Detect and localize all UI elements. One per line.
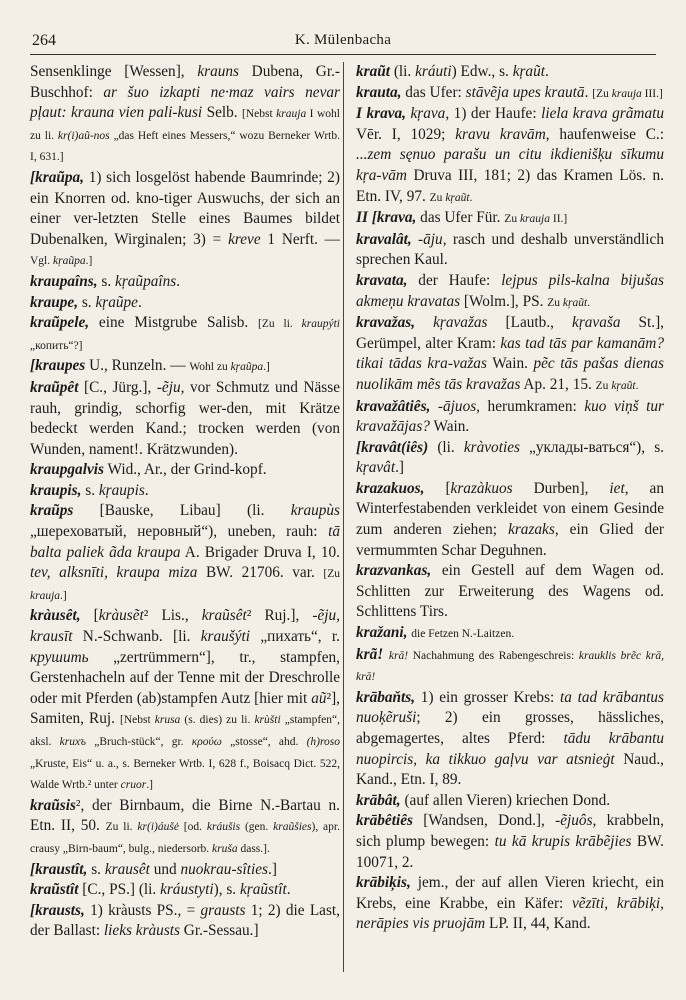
entry-text: BW. 10071, 2. (356, 832, 664, 871)
entry-text: [ (424, 479, 451, 497)
entry-text: kravu kravām (455, 125, 546, 143)
entry-text: kŗava (410, 105, 446, 123)
entry-text: , haufenweise C.: (545, 125, 664, 143)
entry-headword: [kravât(iês) (356, 438, 429, 456)
entry-text: das Ufer Für. (416, 209, 505, 227)
entry-text: Wain. (429, 418, 470, 436)
entry-headword: krauta, (356, 83, 402, 101)
entry-text: . (469, 191, 473, 204)
entry-text: „Kruste, Eis“ u. a., s. Berneker Wrtb. I, 628 f., Boisacq Dict. 522, Walde Wrtb.² unter (30, 757, 340, 792)
entry-text: kráuti (415, 63, 452, 80)
entry-text: krušа (212, 842, 238, 855)
entry-text: kr(i)aũ-nos (57, 129, 110, 142)
entry-text: stāvẽja upes krautā (465, 83, 585, 101)
dictionary-entry (356, 313, 664, 396)
entry-text: Druva III, 181; 2) das Kramen Lös. n. Etn. IV, 97. (356, 166, 664, 205)
dictionary-entry (30, 313, 340, 356)
entry-text: Zu (429, 191, 446, 204)
entry-text: [Zu (592, 87, 612, 100)
entry-text: ; 2) ein grosses, hässliches, abgemagertes, altes Pferd: (356, 709, 664, 747)
entry-text: krauja (519, 213, 550, 226)
entry-text: Zu (504, 213, 520, 226)
entry-headword: kravalât, (356, 230, 412, 248)
entry-text: ², der Birnbaum, die Birne N.-Bartau n. Etn. II, 50. (30, 796, 340, 835)
dictionary-entry (30, 860, 340, 881)
dictionary-entry (356, 688, 664, 791)
entry-text: [Nebst (119, 714, 155, 727)
entry-text: kraũsêt (201, 607, 247, 625)
entry-text: -ẽju, (312, 607, 340, 625)
entry-text: krauja (611, 87, 642, 100)
entry-text: Durben], (512, 479, 610, 497)
entry-text: s. (97, 272, 116, 290)
entry-text: cruor (120, 779, 147, 792)
entry-text: 1) sich losgelöst habende Baumrinde; 2) ein Knorren od. kno-tiger Auswuchs, der sich an einer ver-letzten Stelle eines Baumes bildet Dubenalken, Wirginalen; 3) = (30, 168, 340, 248)
entry-text: LP. II, 44, Kand. (485, 915, 591, 933)
entry-text: ein Gestell auf dem Wagen od. Schlitten zur Erweiterung des Wagens od. Schlittens Tirs. (356, 562, 664, 621)
entry-text: . (144, 481, 149, 499)
entry-text: [Zu li. (258, 318, 302, 331)
entry-text: .] (263, 361, 270, 374)
entry-text: jem., der auf allen Vieren kriecht, ein Krebs, eine Krabbe, ein Käfer: (356, 874, 664, 912)
entry-text: .] (60, 589, 67, 602)
dictionary-entry (30, 460, 340, 481)
entry-text: . (584, 83, 593, 101)
dictionary-entry (356, 104, 664, 208)
entry-text: Wohl zu (189, 361, 231, 374)
entry-headword: kraũt (356, 63, 391, 80)
entry-text: Gr.-Sessau.] (179, 922, 259, 940)
entry-text: tev, alksnīti, kraupa miza (30, 564, 198, 582)
entry-text: aũ (311, 689, 327, 707)
entry-text: U., Runzeln. — (85, 357, 190, 375)
entry-text: Vgl. (30, 255, 53, 268)
dictionary-entry (356, 208, 664, 230)
entry-text: 1; 2) die Last, der Ballast: (30, 901, 340, 940)
dictionary-entry (356, 479, 664, 561)
dictionary-entry (30, 293, 340, 314)
entry-text: „Bruch-stück“, gr. (86, 736, 192, 748)
entry-text: 1) kràusts PS., = (84, 901, 201, 919)
entry-text: , an Winterfestabenden verkleidet von einem Gesinde zum anderen ziehen; (356, 479, 664, 539)
entry-text (430, 398, 438, 415)
entry-text: s. (87, 860, 105, 878)
entry-text: kráušis (206, 821, 241, 834)
entry-text: ² Lis., (143, 607, 202, 625)
entry-text: tu kā krupis krābẽjies (494, 832, 632, 850)
entry-text: . (587, 296, 591, 309)
entry-text: „пихать“, r. (250, 628, 341, 646)
entry-headword: krã! (356, 645, 384, 663)
entry-headword: kraũstît (30, 881, 79, 899)
entry-text: [Nebst (242, 108, 277, 121)
entry-headword: [krausts, (30, 901, 85, 919)
entry-text: Zu (595, 379, 612, 392)
dictionary-entry (356, 791, 664, 812)
entry-text: κρούω (191, 736, 222, 748)
entry-text: kas tad tās par kamanām? tikai tādas kra-važas (356, 334, 664, 373)
entry-text: iet (609, 479, 625, 497)
entry-text: , 1) der Haufe: (445, 105, 542, 123)
entry-text: kŗavaša (572, 314, 621, 332)
entry-text: .] (85, 255, 93, 268)
entry-text: tādu krābantu nuopircis, ka tikkuo gaļvu var atsnieġt (356, 730, 664, 768)
entry-text: Wid., Ar., der Grind-kopf. (103, 461, 267, 479)
entry-headword: kraupgalvis (30, 461, 104, 479)
entry-text: Nachahmung des Rabengeschreis: (408, 649, 579, 662)
dictionary-entry (356, 561, 664, 623)
entry-text: Selb. (202, 104, 243, 122)
entry-text: kraũšies (273, 821, 312, 834)
entry-text: ), s. (213, 881, 240, 899)
entry-text: kŗaũpaîns (115, 272, 177, 290)
entry-text: kràvoties (463, 438, 520, 456)
entry-headword: kraupe, (30, 293, 79, 311)
column-divider (343, 62, 344, 972)
entry-headword: kraũpele, (30, 314, 90, 332)
entry-text: [ (80, 607, 99, 625)
entry-text: lejpus pils-kalna bijušas akmeņu kravatas (356, 271, 664, 310)
entry-text: vor Schmutz und Nässe rauh, grindig, schorfig wer-den, mit Krätze bedeckt werden Kand.; trocken werden (von Wunden, nament!. Krätzwunden). (30, 378, 340, 458)
entry-text: kràusẽt (98, 607, 144, 625)
entry-text: . (544, 63, 549, 80)
entry-text: St.], Gerümpel, alter Kram: (356, 314, 665, 352)
entry-text: (li. (428, 438, 464, 456)
entry-text: (auf allen Vieren) kriechen Dond. (400, 791, 611, 809)
entry-text: liela krava grãmatu (541, 105, 664, 123)
entry-text: kreve (228, 230, 261, 248)
entry-headword: kravažas, (356, 314, 416, 332)
dictionary-entry (30, 168, 340, 272)
entry-text: „stampfen“, aksl. (30, 714, 340, 748)
entry-text: s. (81, 481, 99, 499)
entry-text: krùšti (254, 714, 281, 727)
entry-text: ar šuo izkapti ne·maz vairs nevar pļaut: krauna vien pali-kusi (30, 83, 340, 122)
entry-text: kraušýti (200, 628, 251, 646)
dictionary-entry (30, 272, 340, 293)
entry-text: -ẽju, (156, 378, 185, 396)
entry-text: „уклады-ваться“), s. (519, 438, 664, 456)
entry-text: „das Heft eines Messers,“ wozu Berneker Wrtb. I, 631.] (30, 129, 340, 164)
dictionary-entry (30, 62, 340, 168)
entry-headword: [kraũpa, (30, 168, 84, 186)
entry-headword: kràusêt, (30, 607, 81, 625)
entry-text: kŗaũstît (239, 881, 287, 899)
entry-text: N.-Schwanb. [li. (72, 628, 201, 646)
entry-text: krabbeln, sich plump bewegen: (356, 812, 664, 850)
entry-text: kŗavažas (433, 314, 488, 332)
entry-text: [Lautb., (487, 314, 573, 332)
entry-text: крушить (30, 648, 89, 666)
entry-text: die Fetzen N.-Laitzen. (411, 628, 515, 641)
right-column (356, 62, 664, 935)
entry-headword: kravažâtiês, (356, 397, 431, 415)
entry-text: nuokrau-sîties (180, 860, 268, 878)
entry-text: kŗaupis (98, 481, 145, 499)
entry-text: dass.]. (237, 842, 270, 855)
entry-text: „stosse“, ahd. (221, 736, 307, 748)
entry-text: kraupýti (301, 318, 340, 331)
entry-text: und (149, 860, 181, 878)
dictionary-entry (356, 873, 664, 935)
entry-text: lieks kràusts (103, 922, 180, 940)
entry-headword: [kraustît, (30, 860, 88, 878)
entry-text: Ap. 21, 15. (520, 375, 596, 393)
page-header (30, 30, 656, 55)
entry-text: krauns (197, 63, 239, 80)
entry-text: [C., Jürg.], (78, 378, 157, 396)
entry-text: ta tad krābantus nuoķẽruši (356, 688, 665, 727)
entry-text: krauja (30, 589, 61, 602)
entry-text: „шереховатый, неровный“), uneben, rauh: (30, 523, 329, 541)
entry-text: kŗaũt (611, 379, 636, 392)
entry-text: vẽzīti, krābiķi, nerāpies vis pruojām (356, 894, 664, 933)
entry-text: II.] (549, 213, 568, 226)
entry-text: Sensenklinge [Wessen], (30, 63, 198, 80)
dictionary-entry (356, 645, 664, 688)
entry-text: herumkramen: (480, 397, 585, 415)
entry-text: tā balta paliek ãda kraupa (30, 523, 340, 561)
dictionary-entry (356, 623, 664, 645)
entry-text: eine Mistgrube Salisb. (89, 314, 259, 332)
left-column (30, 62, 340, 942)
dictionary-entry (30, 356, 340, 378)
entry-text: „копить“?] (30, 339, 83, 352)
entry-text: kráustyti (160, 881, 214, 899)
entry-text: -ẽjuôs, (555, 812, 597, 830)
entry-text: [Bauske, Libau] (li. (73, 502, 291, 520)
entry-text: -ājuos, (437, 397, 480, 415)
entry-headword: I krava, (356, 105, 406, 123)
dictionary-entry (30, 901, 340, 942)
entry-text: kŗaũt (445, 191, 470, 204)
entry-text: [C., PS.] (li. (78, 881, 161, 899)
entry-text: I wohl zu li. (30, 108, 340, 142)
dictionary-entry (356, 811, 664, 873)
dictionary-entry (356, 62, 664, 83)
entry-text: ), apr. crausy „Birn-baum“, bulg., niedersorb. (30, 821, 340, 855)
entry-headword: kražani, (356, 624, 408, 642)
entry-headword: krābêtiês (356, 812, 413, 830)
entry-text: kŗaũt (562, 296, 588, 309)
entry-text: kŗaũpe (95, 293, 138, 311)
entry-text: (li. (390, 63, 416, 80)
entry-text: das Ufer: (401, 83, 466, 101)
entry-text: krausêt (104, 860, 150, 878)
entry-text: krauja (276, 108, 307, 121)
entry-text: kŗaũpa (230, 361, 264, 374)
entry-text: (s. dies) zu li. (180, 714, 255, 727)
entry-text: der Haufe: (407, 271, 502, 289)
dictionary-entry (30, 880, 340, 901)
entry-text: .] (268, 860, 277, 878)
entry-headword: kraupaîns, (30, 272, 98, 290)
entry-text: III.] (641, 87, 663, 100)
entry-text: Vēr. I, 1029; (356, 125, 456, 143)
entry-text: kŗavât (356, 459, 396, 477)
dictionary-entry (30, 606, 340, 795)
entry-text: ...zem sęnuo parašu un citu ikdienišķu sīkumu kŗa-vām (356, 146, 664, 184)
entry-text: . (137, 293, 142, 311)
entry-text: ) Edw., s. (451, 63, 513, 80)
entry-text: krā! (388, 649, 409, 662)
entry-headword: krazakuos, (356, 479, 425, 497)
entry-text: -āju, (418, 230, 447, 248)
entry-text: ²], Samiten, Ruj. (30, 689, 340, 728)
dictionary-entry (30, 378, 340, 460)
entry-text: .] (395, 459, 405, 477)
entry-headword: krābiķis, (356, 874, 411, 892)
entry-text: krazàkuos (450, 479, 513, 497)
entry-text: krauklis brẽc krā, krā! (356, 649, 664, 684)
entry-text: . (635, 379, 639, 392)
dictionary-entry (30, 501, 340, 606)
dictionary-entry (356, 397, 664, 438)
entry-text: Dubena, Gr.-Buschhof: (30, 63, 340, 101)
entry-text: BW. 21706. var. (197, 564, 324, 582)
entry-text: kruxъ (59, 736, 87, 748)
entry-headword: krābaňts, (356, 688, 416, 706)
dictionary-entry (356, 271, 664, 313)
entry-text: , ein Glied der vermummten Schar Deguhnen. (356, 521, 664, 559)
entry-text: .] (146, 779, 153, 792)
entry-headword: krazvankas, (356, 562, 432, 580)
entry-text: [od. (178, 821, 207, 834)
entry-text (415, 314, 433, 331)
entry-text: Wain. (486, 355, 534, 373)
running-head: K. Mülenbacha (294, 32, 392, 48)
entry-headword: kraũsis (30, 796, 76, 814)
entry-text: kŗaũt (512, 63, 545, 80)
entry-text: [Wolm.], PS. (460, 292, 548, 310)
entry-text: ² Ruj.], (246, 607, 313, 625)
dictionary-entry (30, 796, 340, 860)
entry-text: . (176, 272, 181, 290)
entry-text: krusa (154, 714, 181, 727)
entry-text: 1 Nerft. — (260, 230, 340, 248)
entry-text: A. Brigader Druva I, 10. (180, 543, 340, 561)
entry-text: krazaks (508, 521, 555, 539)
entry-text: (gen. (240, 821, 274, 834)
dictionary-entry (30, 481, 340, 502)
entry-text: kr(i)áušė (137, 821, 179, 834)
entry-text: pẽc tās pašas dienas nuolikām mẽs tās kravažas (356, 355, 665, 393)
entry-headword: [kraupes (30, 357, 86, 375)
entry-text: kŗaũpa (53, 255, 86, 268)
dictionary-entry (356, 230, 664, 271)
entry-text: [Zu (323, 568, 340, 581)
entry-text: s. (78, 293, 96, 311)
entry-text: [Wandsen, Dond.], (412, 812, 556, 830)
entry-headword: kraũps (30, 502, 74, 520)
entry-text: „zertrümmern“], tr., stampfen, Gerstenhacheln auf der Tenne mit der Dreschrolle oder mit Pferden (ab)stampfen Autz [hier mit (30, 648, 340, 707)
entry-text: Zu li. (105, 821, 138, 834)
dictionary-entry (356, 438, 664, 479)
entry-headword: kraũpêt (30, 378, 79, 396)
page-number: 264 (32, 32, 56, 49)
entry-headword: II [krava, (356, 209, 417, 227)
entry-text: 1) ein grosser Krebs: (415, 688, 560, 706)
entry-headword: kravata, (356, 271, 408, 289)
entry-text: rasch und deshalb unverständlich sprechen Kaul. (356, 230, 664, 269)
dictionary-entry (356, 83, 664, 105)
entry-text: Zu (547, 296, 563, 309)
entry-text: Naud., Kand., Etn. I, 89. (356, 750, 664, 789)
entry-text: kraupùs (290, 502, 340, 520)
entry-text: . (286, 881, 291, 899)
entry-headword: kraupis, (30, 481, 82, 499)
entry-text: (h)roso (306, 736, 340, 748)
entry-text: kuo viņš tur kravažājas? (356, 397, 664, 436)
entry-text: grausts (200, 901, 246, 919)
entry-headword: krābât, (356, 791, 401, 809)
entry-text: krausīt (30, 628, 73, 646)
